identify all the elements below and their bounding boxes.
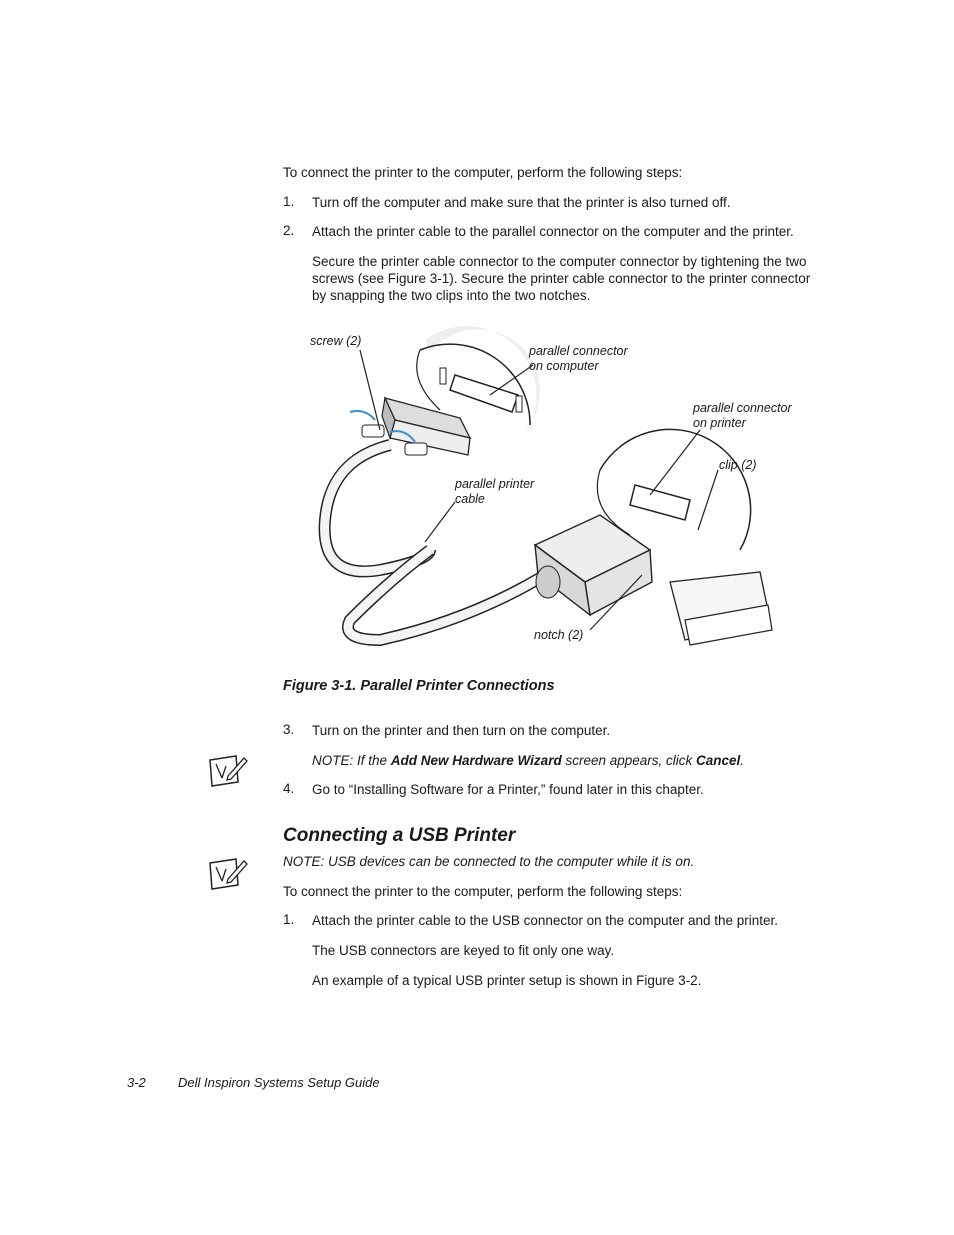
footer-title: Dell Inspiron Systems Setup Guide [178,1075,380,1090]
note1-cancel: Cancel [696,753,741,768]
section-heading: Connecting a USB Printer [283,825,516,846]
note1-suffix: . [740,753,745,768]
step-4-text: Go to “Installing Software for a Printer,” found later in this chapter. [312,782,704,797]
label-parallel-computer-line2: on computer [529,359,599,373]
note1-middle: screen appears, click [561,753,697,768]
step-1-text: Turn off the computer and make sure that the printer is also turned off. [312,195,731,210]
step-2-text: Attach the printer cable to the parallel connector on the computer and the printer. [312,224,794,239]
usb-detail-2: An example of a typical USB printer setup is shown in Figure 3-2. [312,973,702,988]
label-notch: notch (2) [534,628,584,642]
note1-prefix: NOTE: If the [312,753,391,768]
note-usb: NOTE: USB devices can be connected to the computer while it is on. [283,854,695,869]
note-pencil-icon [208,752,248,788]
footer-page-number: 3-2 [127,1075,146,1090]
label-cable-line2: cable [455,492,485,506]
step-3-text: Turn on the printer and then turn on the computer. [312,723,611,738]
label-parallel-computer-line1: parallel connector [529,344,628,358]
step-4-number: 4. [283,781,295,796]
usb-step-1-text: Attach the printer cable to the USB connector on the computer and the printer. [312,913,779,928]
usb-detail-1: The USB connectors are keyed to fit only one way. [312,943,615,958]
note-pencil-icon [208,855,248,891]
intro-text: To connect the printer to the computer, perform the following steps: [283,165,683,180]
step-3-number: 3. [283,722,295,737]
step-1-number: 1. [283,194,295,209]
note-add-hardware [312,752,744,769]
label-clip: clip (2) [719,458,757,472]
note1-wizard-name: Add New Hardware Wizard [390,753,562,768]
usb-step-1-number: 1. [283,912,295,927]
label-cable-line1: parallel printer [455,477,535,491]
intro2-text: To connect the printer to the computer, perform the following steps: [283,884,683,899]
step-2-detail: Secure the printer cable connector to the computer connector by tightening the two screws (see Figure 3-1). Secure the printer cable connector to the printer connector by snapping the two clips into the two notches. [312,254,811,303]
label-parallel-printer-line2: on printer [693,416,746,430]
label-parallel-printer-line1: parallel connector [693,401,792,415]
figure-caption: Figure 3-1. Parallel Printer Connections [283,678,555,694]
label-screw: screw (2) [310,334,362,348]
step-2-number: 2. [283,223,295,238]
